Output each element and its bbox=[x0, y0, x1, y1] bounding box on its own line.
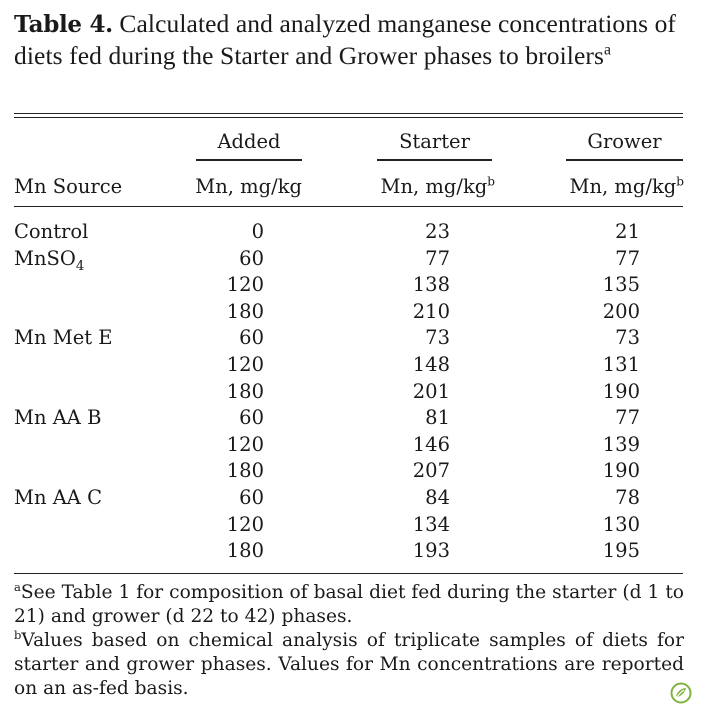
header-added-unit: Mn, mg/kg bbox=[195, 175, 302, 198]
table-bottom-rule bbox=[14, 573, 683, 574]
row-7-mn-source: Mn AA B bbox=[14, 406, 102, 430]
row-10-added-mn: 60 bbox=[239, 486, 264, 509]
row-11-starter-mn: 134 bbox=[412, 512, 450, 536]
top-rule-1 bbox=[14, 113, 683, 114]
row-6-starter-mn: 201 bbox=[412, 379, 450, 403]
row-1-starter-mn: 77 bbox=[425, 246, 450, 270]
row-8-grower-mn: 139 bbox=[602, 432, 640, 456]
row-7-grower-mn: 77 bbox=[615, 406, 640, 430]
row-3-starter-mn: 210 bbox=[412, 299, 450, 323]
row-1-grower-mn: 77 bbox=[615, 246, 640, 270]
row-9-grower-mn: 190 bbox=[602, 459, 640, 483]
row-5-starter-mn: 148 bbox=[412, 353, 450, 376]
row-1-source-subscript: 4 bbox=[75, 258, 85, 274]
row-6-added-mn: 180 bbox=[226, 379, 264, 403]
grower-column-rule bbox=[566, 159, 683, 161]
caption-text: Calculated and analyzed manganese concentrations of diets fed during the Starter and Grower phases to broilers bbox=[14, 9, 677, 70]
row-0-grower-mn: 21 bbox=[615, 220, 640, 243]
row-9-starter-mn: 207 bbox=[412, 459, 450, 483]
row-7-added-mn: 60 bbox=[239, 406, 264, 430]
footnote-a: $^a$See Table 1 for composition of basal diet fed during the starter (d 1 to 21) and grower (d 22 to 42) phases. bbox=[14, 579, 684, 627]
row-3-grower-mn: 200 bbox=[602, 299, 640, 323]
header-grower: Grower bbox=[587, 130, 662, 153]
header-bottom-rule bbox=[14, 206, 683, 207]
header-starter-footnote-mark: b bbox=[487, 174, 495, 189]
row-8-starter-mn: 146 bbox=[412, 432, 450, 456]
row-10-starter-mn: 84 bbox=[425, 486, 450, 509]
row-4-starter-mn: 73 bbox=[425, 326, 450, 350]
table-caption bbox=[14, 8, 686, 71]
header-starter-unit: Mn, $mg/kg^b$ bbox=[380, 174, 495, 198]
row-11-added-mn: 120 bbox=[226, 512, 264, 536]
added-column-rule bbox=[196, 159, 302, 161]
row-5-added-mn: 120 bbox=[226, 353, 264, 376]
row-2-grower-mn: 135 bbox=[602, 273, 640, 297]
row-11-grower-mn: 130 bbox=[602, 512, 640, 536]
row-5-grower-mn: 131 bbox=[602, 353, 640, 376]
footnote-b: $^b$Values based on chemical analysis of triplicate samples of diets for starter and grower phases. Values for Mn concentrations are reported on an as-fed basis. bbox=[14, 627, 684, 699]
table-label: Table 4. bbox=[14, 11, 113, 38]
leaf-badge-icon bbox=[670, 682, 692, 704]
row-9-added-mn: 180 bbox=[226, 459, 264, 483]
header-mn-source: Mn Source bbox=[14, 175, 123, 198]
row-10-grower-mn: 78 bbox=[615, 486, 640, 509]
header-grower-unit: Mn, $mg/kg^b$ bbox=[569, 174, 684, 198]
row-10-mn-source: Mn AA C bbox=[14, 486, 103, 509]
row-3-added-mn: 180 bbox=[226, 299, 264, 323]
row-6-grower-mn: 190 bbox=[602, 379, 640, 403]
table-footnotes bbox=[14, 581, 684, 701]
row-1-mn-source bbox=[14, 246, 85, 274]
header-starter: Starter bbox=[399, 130, 470, 153]
row-1-source-text: MnSO bbox=[14, 246, 76, 270]
row-4-mn-source: Mn Met E bbox=[14, 326, 113, 350]
header-added: Added bbox=[217, 130, 281, 153]
row-7-starter-mn: 81 bbox=[425, 406, 450, 430]
row-12-starter-mn: 193 bbox=[412, 539, 450, 563]
row-2-added-mn: 120 bbox=[226, 273, 264, 297]
row-8-added-mn: 120 bbox=[226, 432, 264, 456]
row-12-grower-mn: 195 bbox=[602, 539, 640, 563]
starter-column-rule bbox=[377, 159, 492, 161]
header-grower-footnote-mark: b bbox=[676, 174, 684, 189]
row-1-added-mn: 60 bbox=[239, 246, 264, 270]
row-4-grower-mn: 73 bbox=[615, 326, 640, 350]
top-rule-2 bbox=[14, 117, 683, 118]
row-4-added-mn: 60 bbox=[239, 326, 264, 350]
row-0-mn-source: Control bbox=[14, 220, 89, 243]
caption-footnote-mark: a bbox=[604, 41, 612, 59]
row-12-added-mn: 180 bbox=[226, 539, 264, 563]
row-0-starter-mn: 23 bbox=[425, 220, 450, 243]
row-2-starter-mn: 138 bbox=[412, 273, 450, 297]
row-0-added-mn: 0 bbox=[251, 220, 264, 243]
